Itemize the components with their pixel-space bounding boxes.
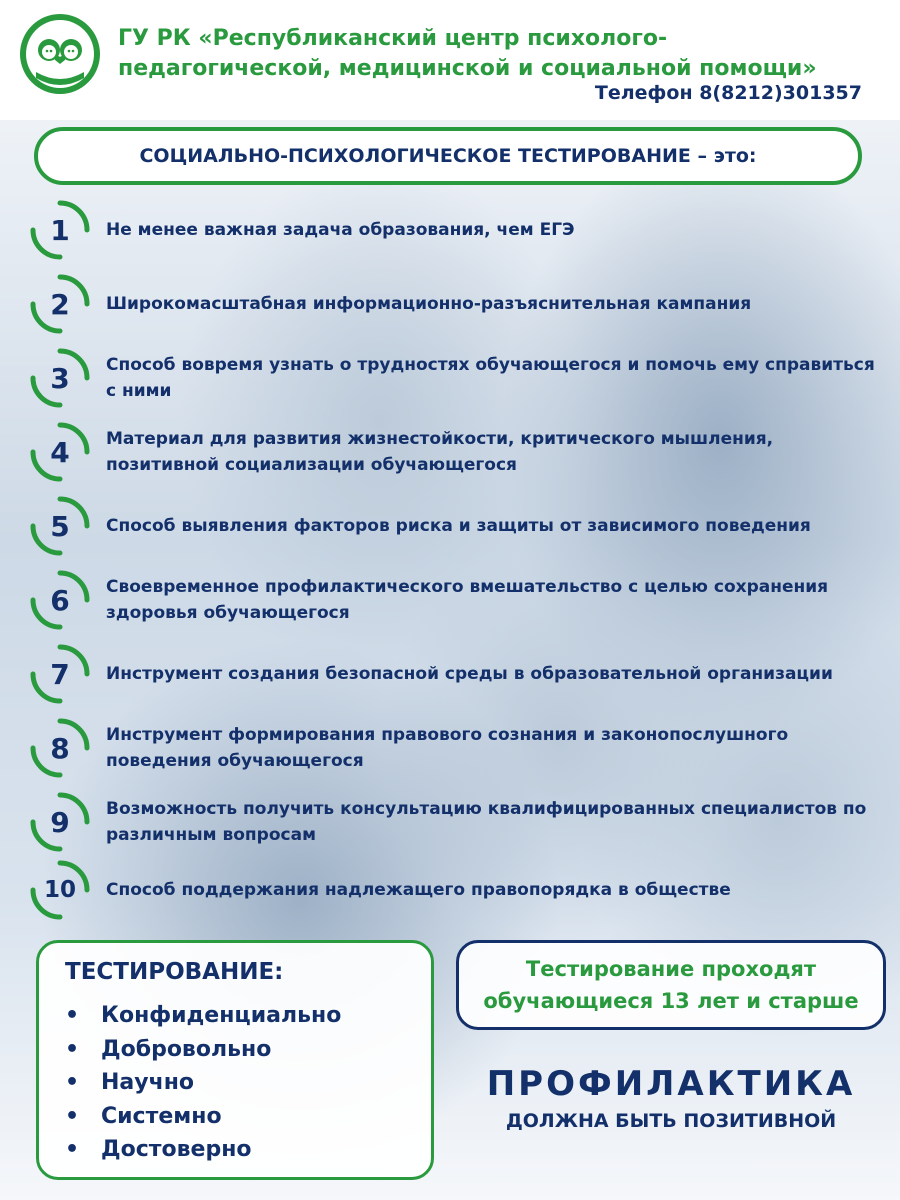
list-item [30,348,880,412]
slogan-main: ПРОФИЛАКТИКА [486,1064,856,1104]
number-badge: 7 [30,644,90,704]
number-badge: 4 [30,422,90,482]
header [0,0,900,120]
number-badge: 2 [30,274,90,334]
page-title: СОЦИАЛЬНО-ПСИХОЛОГИЧЕСКОЕ ТЕСТИРОВАНИЕ – это: [34,127,862,185]
list-item-text: Широкомасштабная информационно-разъяснительная кампания [106,294,752,314]
testing-properties-box [36,940,434,1180]
two-children-logo-icon [18,12,102,96]
list-item-text: Инструмент формирования правового сознания и законопослушного поведения обучающегося [106,725,789,771]
list-item-text: Способ поддержания надлежащего правопорядка в обществе [106,880,731,900]
bullet-item: • Достоверно [65,1133,341,1167]
list-item-text: Не менее важная задача образования, чем ЕГЭ [106,220,575,240]
number-badge: 10 [30,860,90,920]
list-item [30,792,880,856]
number-badge: 3 [30,348,90,408]
bullet-item: • Добровольно [65,1033,341,1067]
age-note-box: Тестирование проходят обучающиеся 13 лет и старше [456,940,886,1030]
list-item-text: Материал для развития жизнестойкости, критического мышления, позитивной социализации обучающегося [106,429,774,475]
list-item [30,718,880,782]
list-item-text: Способ выявления факторов риска и защиты от зависимого поведения [106,516,811,536]
testing-bullets [65,999,341,1167]
number-badge: 6 [30,570,90,630]
number-badge: 8 [30,718,90,778]
number-badge: 9 [30,792,90,852]
bullet-item: • Конфиденциально [65,999,341,1033]
list-item [30,570,880,634]
list-item-text: Своевременное профилактического вмешательство с целью сохранения здоровья обучающегося [106,577,829,623]
list-item [30,644,880,708]
list-item-text: Способ вовремя узнать о трудностях обучающегося и помочь ему справиться с ними [106,355,875,401]
bullet-item: • Научно [65,1066,341,1100]
bullet-item: • Системно [65,1100,341,1134]
list-item [30,274,880,338]
organization-name: ГУ РК «Республиканский центр психолого-педагогической, медицинской и социальной помощи» [118,26,817,81]
list-item-text: Инструмент создания безопасной среды в образовательной организации [106,664,833,684]
list-item [30,860,880,924]
testing-heading: ТЕСТИРОВАНИЕ: [65,959,284,985]
list-item-text: Возможность получить консультацию квалифицированных специалистов по различным вопросам [106,799,867,845]
list-item [30,200,880,264]
phone-number: Телефон 8(8212)301357 [594,82,862,104]
list-item [30,496,880,560]
number-badge: 5 [30,496,90,556]
slogan-sub: ДОЛЖНА БЫТЬ ПОЗИТИВНОЙ [505,1110,837,1132]
list-item [30,422,880,486]
number-badge: 1 [30,200,90,260]
